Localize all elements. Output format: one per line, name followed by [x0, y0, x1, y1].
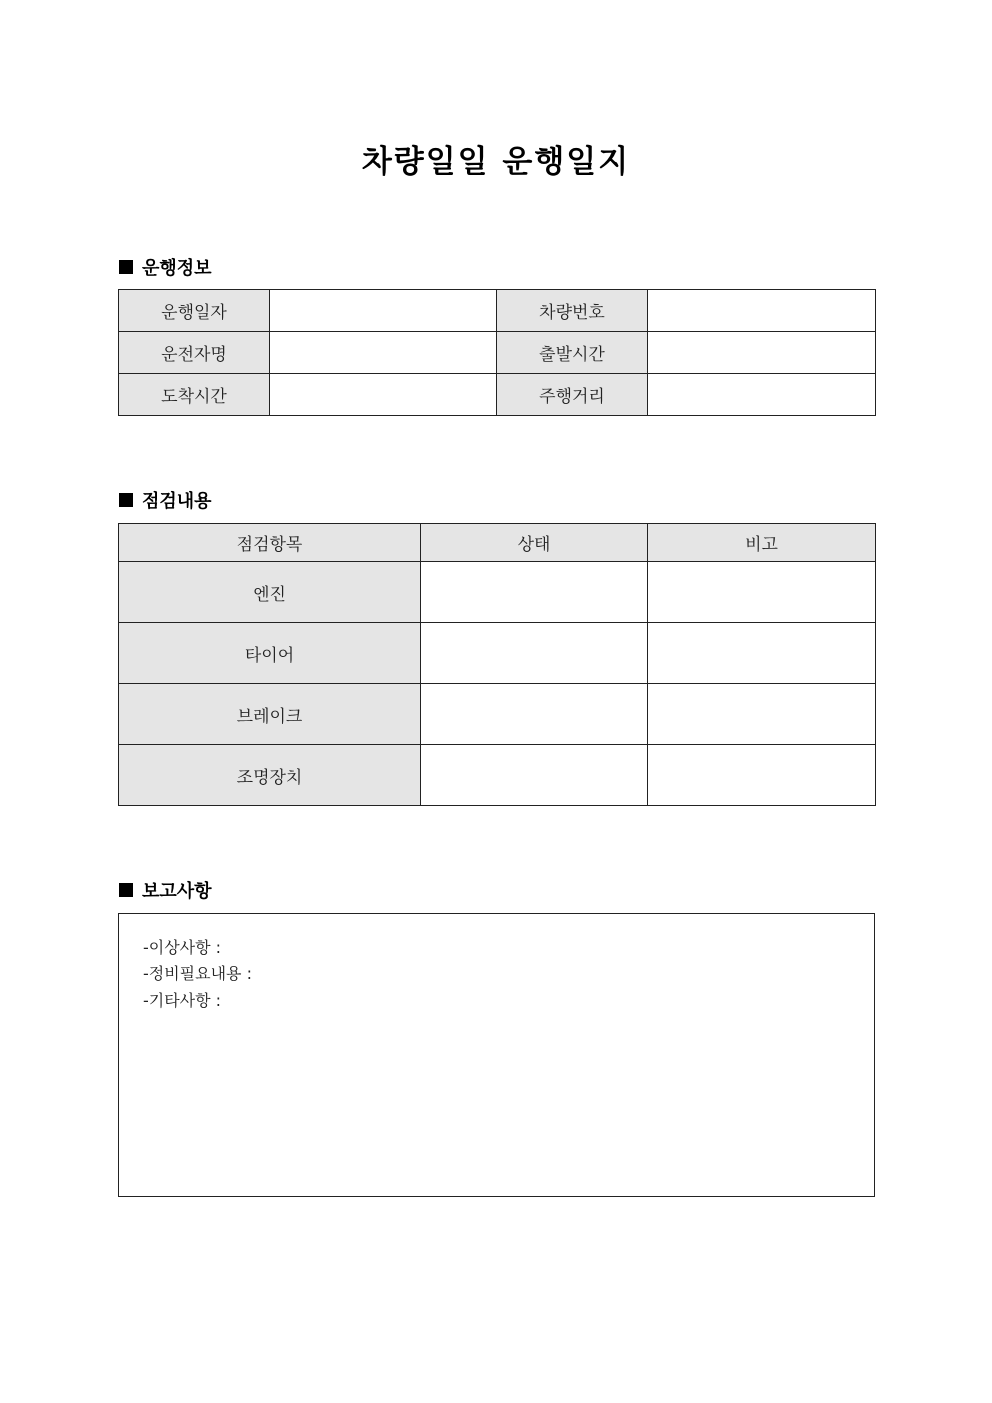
table-header-row — [119, 524, 876, 562]
table-row — [119, 623, 876, 684]
label-drive-date: 운행일자 — [119, 290, 270, 332]
item-lighting: 조명장치 — [119, 745, 421, 806]
document-title: 차량일일 운행일지 — [361, 144, 631, 180]
section-heading-info — [119, 254, 212, 280]
note-field[interactable] — [648, 684, 876, 745]
label-driver-name: 운전자명 — [119, 332, 270, 374]
label-departure-time: 출발시간 — [497, 332, 648, 374]
departure-time-field[interactable] — [648, 332, 876, 374]
info-table — [118, 289, 876, 416]
section-title: 보고사항 — [142, 881, 212, 902]
table-row — [119, 332, 876, 374]
distance-field[interactable] — [648, 374, 876, 416]
table-row — [119, 374, 876, 416]
item-engine: 엔진 — [119, 562, 421, 623]
section-title: 점검내용 — [142, 491, 212, 512]
report-box[interactable] — [118, 913, 875, 1197]
status-field[interactable] — [421, 745, 648, 806]
label-distance: 주행거리 — [497, 374, 648, 416]
report-line-other: -기타사항 : — [143, 991, 222, 1010]
item-tire: 타이어 — [119, 623, 421, 684]
note-field[interactable] — [648, 562, 876, 623]
header-status: 상태 — [421, 524, 648, 562]
section-heading-report — [119, 877, 212, 903]
status-field[interactable] — [421, 684, 648, 745]
note-field[interactable] — [648, 745, 876, 806]
vehicle-number-field[interactable] — [648, 290, 876, 332]
driver-name-field[interactable] — [270, 332, 497, 374]
square-bullet-icon — [119, 493, 133, 507]
status-field[interactable] — [421, 623, 648, 684]
table-row — [119, 562, 876, 623]
header-note: 비고 — [648, 524, 876, 562]
arrival-time-field[interactable] — [270, 374, 497, 416]
table-row — [119, 745, 876, 806]
square-bullet-icon — [119, 260, 133, 274]
square-bullet-icon — [119, 883, 133, 897]
report-line-issues: -이상사항 : — [143, 938, 222, 957]
section-title: 운행정보 — [142, 258, 212, 279]
note-field[interactable] — [648, 623, 876, 684]
drive-date-field[interactable] — [270, 290, 497, 332]
header-item: 점검항목 — [119, 524, 421, 562]
label-arrival-time: 도착시간 — [119, 374, 270, 416]
section-heading-inspection — [119, 487, 212, 513]
inspection-table — [118, 523, 876, 806]
table-row — [119, 684, 876, 745]
report-line-maintenance: -정비필요내용 : — [143, 964, 252, 983]
item-brake: 브레이크 — [119, 684, 421, 745]
label-vehicle-number: 차량번호 — [497, 290, 648, 332]
table-row — [119, 290, 876, 332]
status-field[interactable] — [421, 562, 648, 623]
